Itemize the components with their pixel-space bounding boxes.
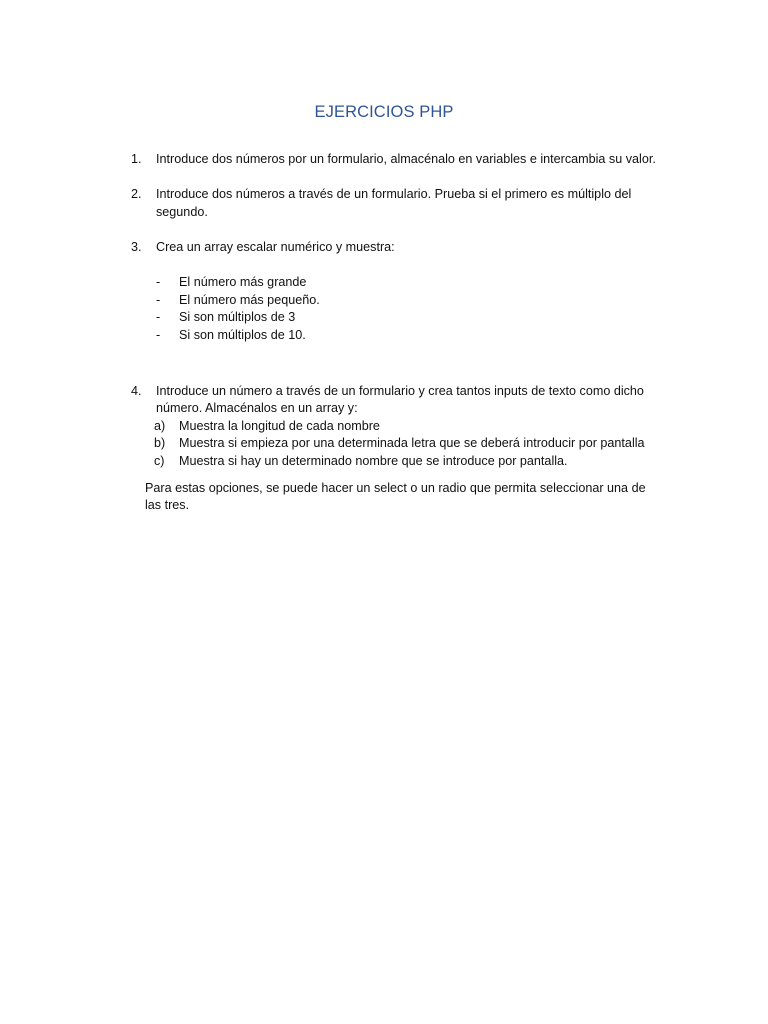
letter-marker: b) — [154, 436, 166, 451]
list-item — [156, 309, 659, 327]
exercise-list — [0, 151, 768, 515]
list-item-text: El número más pequeño. — [179, 292, 320, 307]
dash-marker: - — [156, 275, 161, 290]
exercise-item-2 — [131, 186, 662, 221]
list-item-text: Si son múltiplos de 10. — [179, 327, 306, 342]
dash-marker: - — [156, 292, 161, 307]
list-item — [156, 327, 659, 345]
exercise-item-3 — [131, 239, 662, 257]
list-item-text: Si son múltiplos de 3 — [179, 310, 296, 325]
list-item — [154, 453, 649, 471]
list-item — [154, 435, 649, 453]
list-item-text: El número más grande — [179, 275, 307, 290]
letter-marker: a) — [154, 418, 166, 433]
exercise-number: 1. — [131, 152, 142, 166]
list-item — [154, 418, 649, 436]
letter-marker: c) — [154, 453, 165, 468]
exercise-text: Introduce un número a través de un formulario y crea tantos inputs de texto como dicho número. Almacénalos en un array y: — [156, 383, 644, 416]
bullet-list — [0, 274, 768, 344]
exercise-text: Introduce dos números a través de un formulario. Prueba si el primero es múltiplo del segundo. — [156, 187, 632, 219]
exercise-number: 2. — [131, 187, 142, 202]
exercise-item-1 — [131, 151, 662, 169]
exercise-number: 4. — [131, 383, 142, 398]
list-item-text: Muestra si hay un determinado nombre que se introduce por pantalla. — [179, 453, 568, 468]
exercise-item-4 — [131, 383, 662, 418]
dash-marker: - — [156, 327, 161, 342]
list-item-text: Muestra si empieza por una determinada letra que se deberá introducir por pantalla — [179, 436, 645, 451]
document-title: EJERCICIOS PHP — [314, 103, 454, 121]
exercise-text: Introduce dos números por un formulario, almacénalo en variables e intercambia su valor. — [156, 152, 656, 166]
exercise-number: 3. — [131, 239, 142, 254]
note-paragraph: Para estas opciones, se puede hacer un select o un radio que permita seleccionar una de las tres. — [145, 480, 646, 513]
list-item-text: Muestra la longitud de cada nombre — [179, 418, 380, 433]
dash-marker: - — [156, 310, 161, 325]
exercise-text: Crea un array escalar numérico y muestra: — [156, 239, 395, 254]
list-item — [156, 274, 659, 292]
list-item — [156, 292, 659, 310]
sub-list — [0, 418, 768, 471]
